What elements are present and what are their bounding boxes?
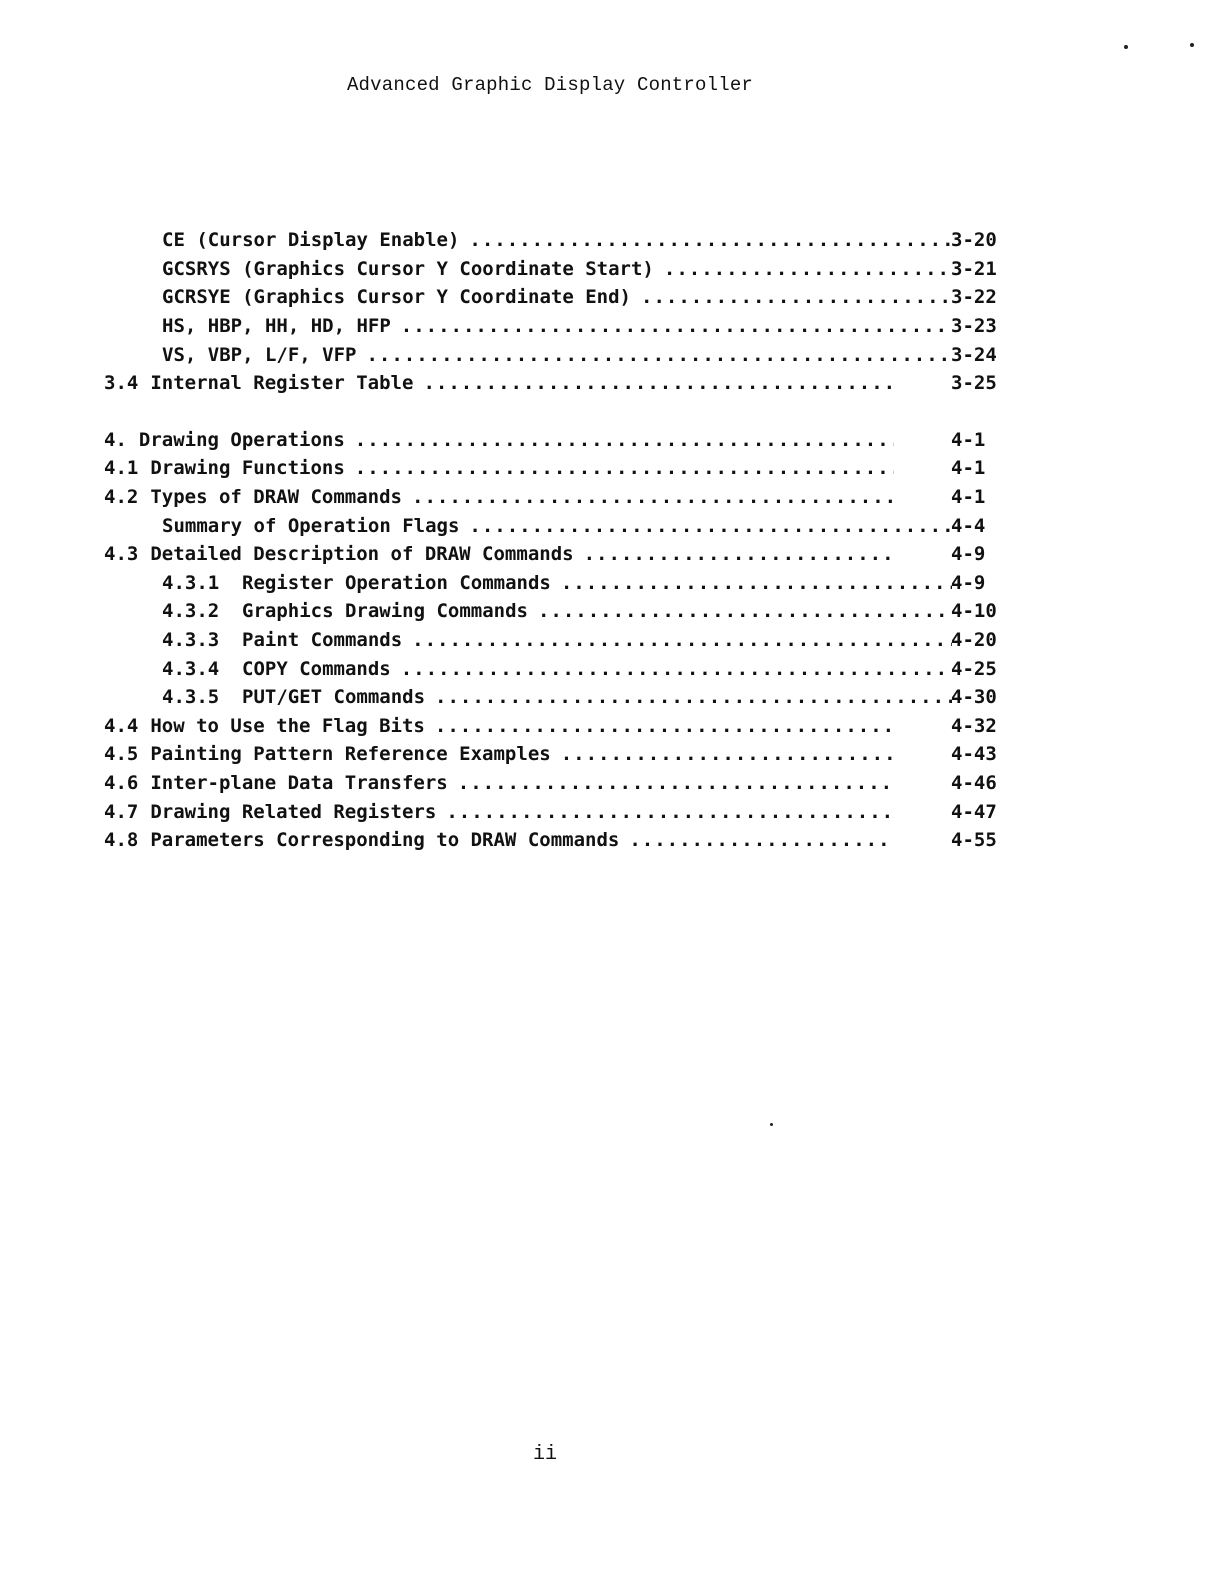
toc-page-number: 4-4 <box>951 514 986 537</box>
toc-entry-label <box>162 286 631 308</box>
toc-entry-label <box>104 743 551 765</box>
toc-page-number: 4-1 <box>951 428 986 451</box>
toc-section-title: GCRSYE (Graphics Cursor Y Coordinate End) <box>162 286 631 309</box>
toc-entry <box>104 255 1004 284</box>
toc-section-number: 4.2 <box>104 486 139 509</box>
toc-leader-dots <box>538 600 952 622</box>
toc-entry-label <box>162 515 459 537</box>
toc-section-title: Parameters Corresponding to DRAW Commands <box>150 829 620 852</box>
toc-entry-text <box>104 515 952 537</box>
toc-leader-dots <box>629 829 894 851</box>
toc-entry <box>104 540 1004 569</box>
toc-section-title: Summary of Operation Flags <box>162 514 460 537</box>
toc-entry-label <box>104 772 448 794</box>
toc-leader-dots <box>355 457 894 479</box>
toc-section-number: 4. <box>104 428 127 451</box>
toc-entry-label <box>162 629 402 651</box>
toc-entry-label <box>104 801 436 823</box>
toc-section-number: 4.7 <box>104 800 139 823</box>
toc-leader-dots <box>641 286 952 308</box>
page-header: Advanced Graphic Display Controller <box>346 74 754 96</box>
toc-entry <box>104 597 1004 626</box>
toc-entry <box>104 369 1004 398</box>
toc-section-number: 4.3.1 <box>162 571 220 594</box>
toc-entry-label <box>104 715 425 737</box>
toc-section-number: 3.4 <box>104 372 139 395</box>
toc-section-number: 4.4 <box>104 714 139 737</box>
toc-section-number: 4.6 <box>104 771 139 794</box>
toc-page-number: 3-24 <box>951 343 997 366</box>
toc-entry-text <box>104 743 894 765</box>
toc-entry-label <box>104 372 413 394</box>
toc-section-title: Internal Register Table <box>150 372 414 395</box>
toc-entry <box>104 426 1004 455</box>
toc-page-number: 4-20 <box>951 629 997 652</box>
toc-section-title: VS, VBP, L/F, VFP <box>162 343 357 366</box>
toc-section-number: 4.3.4 <box>162 657 220 680</box>
toc-section-title: CE (Cursor Display Enable) <box>162 229 460 252</box>
toc-entry <box>104 283 1004 312</box>
toc-entry <box>104 626 1004 655</box>
toc-section-title: Paint Commands <box>242 629 403 652</box>
toc-leader-dots <box>423 372 894 394</box>
toc-entry-label <box>104 486 402 508</box>
toc-section-number: 4.3.5 <box>162 686 220 709</box>
toc-leader-dots <box>458 772 894 794</box>
toc-entry <box>104 654 1004 683</box>
page-number: ii <box>532 1443 557 1466</box>
toc-section-title: Drawing Functions <box>150 457 345 480</box>
toc-section-number: 4.3 <box>104 543 139 566</box>
toc-leader-dots <box>664 258 952 280</box>
toc-page-number: 3-23 <box>951 315 997 338</box>
toc-entry-text <box>104 772 894 794</box>
toc-section-number: 4.8 <box>104 829 139 852</box>
toc-entry-text <box>104 543 894 565</box>
toc-entry-text <box>104 429 894 451</box>
toc-entry <box>104 683 1004 712</box>
toc-entry-label <box>162 686 425 708</box>
toc-entry-label <box>162 344 356 366</box>
toc-entry-text <box>104 344 952 366</box>
toc-entry-text <box>104 658 952 680</box>
toc-entry <box>104 340 1004 369</box>
toc-section-title: Drawing Related Registers <box>150 800 437 823</box>
toc-page-number: 3-20 <box>951 229 997 252</box>
toc-entry-text <box>104 686 952 708</box>
toc-entry-label <box>162 572 551 594</box>
toc-entry <box>104 569 1004 598</box>
toc-entry-label <box>162 258 654 280</box>
toc-entry-text <box>104 629 952 651</box>
toc-entry <box>104 312 1004 341</box>
toc-entry <box>104 712 1004 741</box>
toc-entry-text <box>104 315 952 337</box>
toc-leader-dots <box>435 686 952 708</box>
toc-section-title: How to Use the Flag Bits <box>150 714 425 737</box>
toc-section-number: 4.3.3 <box>162 629 220 652</box>
toc-entry-text <box>104 457 894 479</box>
toc-entry-text <box>104 600 952 622</box>
toc-page-number: 4-1 <box>951 486 986 509</box>
toc-section-title: HS, HBP, HH, HD, HFP <box>162 315 391 338</box>
toc-entry <box>104 740 1004 769</box>
toc-page-number: 3-22 <box>951 286 997 309</box>
toc-leader-dots <box>435 715 894 737</box>
toc-entry-label <box>104 829 619 851</box>
toc-leader-dots <box>355 429 894 451</box>
toc-entry-text <box>104 801 894 823</box>
toc-entry <box>104 226 1004 255</box>
toc-leader-dots <box>469 229 952 251</box>
toc-section-title: Graphics Drawing Commands <box>242 600 528 623</box>
toc-section-title: Detailed Description of DRAW Commands <box>150 543 574 566</box>
toc-leader-dots <box>412 486 894 508</box>
toc-entry-label <box>162 229 459 251</box>
toc-entry-text <box>104 486 894 508</box>
toc-section-title: GCSRYS (Graphics Cursor Y Coordinate Start) <box>162 257 654 280</box>
toc-section-number: 4.5 <box>104 743 139 766</box>
toc-entry-text <box>104 258 952 280</box>
scan-speck <box>1124 45 1128 49</box>
toc-page-number: 4-10 <box>951 600 997 623</box>
toc-page-number: 4-1 <box>951 457 986 480</box>
toc-section-title: COPY Commands <box>242 657 391 680</box>
toc-entry <box>104 511 1004 540</box>
toc-leader-dots <box>561 743 894 765</box>
toc-entry-text <box>104 286 952 308</box>
toc-entry-label <box>104 543 574 565</box>
toc-page-number: 4-32 <box>951 714 997 737</box>
toc-page-number: 4-43 <box>951 743 997 766</box>
toc-entry-label <box>104 429 345 451</box>
toc-leader-dots <box>446 801 894 823</box>
toc-section-title: PUT/GET Commands <box>242 686 426 709</box>
toc-entry <box>104 769 1004 798</box>
toc-section-number: 4.3.2 <box>162 600 220 623</box>
toc-entry <box>104 826 1004 855</box>
toc-page-number: 3-25 <box>951 372 997 395</box>
toc-section-number: 4.1 <box>104 457 139 480</box>
toc-page-number: 4-25 <box>951 657 997 680</box>
toc-entry-text <box>104 829 894 851</box>
toc-section-title: Drawing Operations <box>138 428 345 451</box>
toc-leader-dots <box>561 572 952 594</box>
scan-speck <box>1190 43 1194 47</box>
toc-entry-label <box>162 600 528 622</box>
toc-entry-label <box>162 315 391 337</box>
toc-entry <box>104 454 1004 483</box>
toc-page-number: 4-55 <box>951 829 997 852</box>
toc-entry <box>104 797 1004 826</box>
toc-entry-label <box>104 457 345 479</box>
toc-entry-text <box>104 715 894 737</box>
toc-page-number: 4-46 <box>951 771 997 794</box>
toc-section-title: Types of DRAW Commands <box>150 486 402 509</box>
toc-section-title: Register Operation Commands <box>242 571 551 594</box>
toc-entry-label <box>162 658 391 680</box>
toc-leader-dots <box>366 344 952 366</box>
toc-leader-dots <box>469 515 952 537</box>
toc-page-number: 4-9 <box>951 571 986 594</box>
toc-entry-text <box>104 229 952 251</box>
toc-section-title: Inter-plane Data Transfers <box>150 771 448 794</box>
toc-page-number: 4-47 <box>951 800 997 823</box>
toc-leader-dots <box>584 543 894 565</box>
table-of-contents <box>104 226 1004 854</box>
toc-page-number: 4-9 <box>951 543 986 566</box>
toc-page-number: 3-21 <box>951 257 997 280</box>
toc-entry-text <box>104 572 952 594</box>
toc-leader-dots <box>401 658 952 680</box>
toc-page-number: 4-30 <box>951 686 997 709</box>
toc-leader-dots <box>412 629 952 651</box>
toc-entry <box>104 483 1004 512</box>
toc-entry-text <box>104 372 894 394</box>
toc-leader-dots <box>401 315 952 337</box>
toc-section-title: Painting Pattern Reference Examples <box>150 743 551 766</box>
scan-speck <box>770 1123 773 1126</box>
